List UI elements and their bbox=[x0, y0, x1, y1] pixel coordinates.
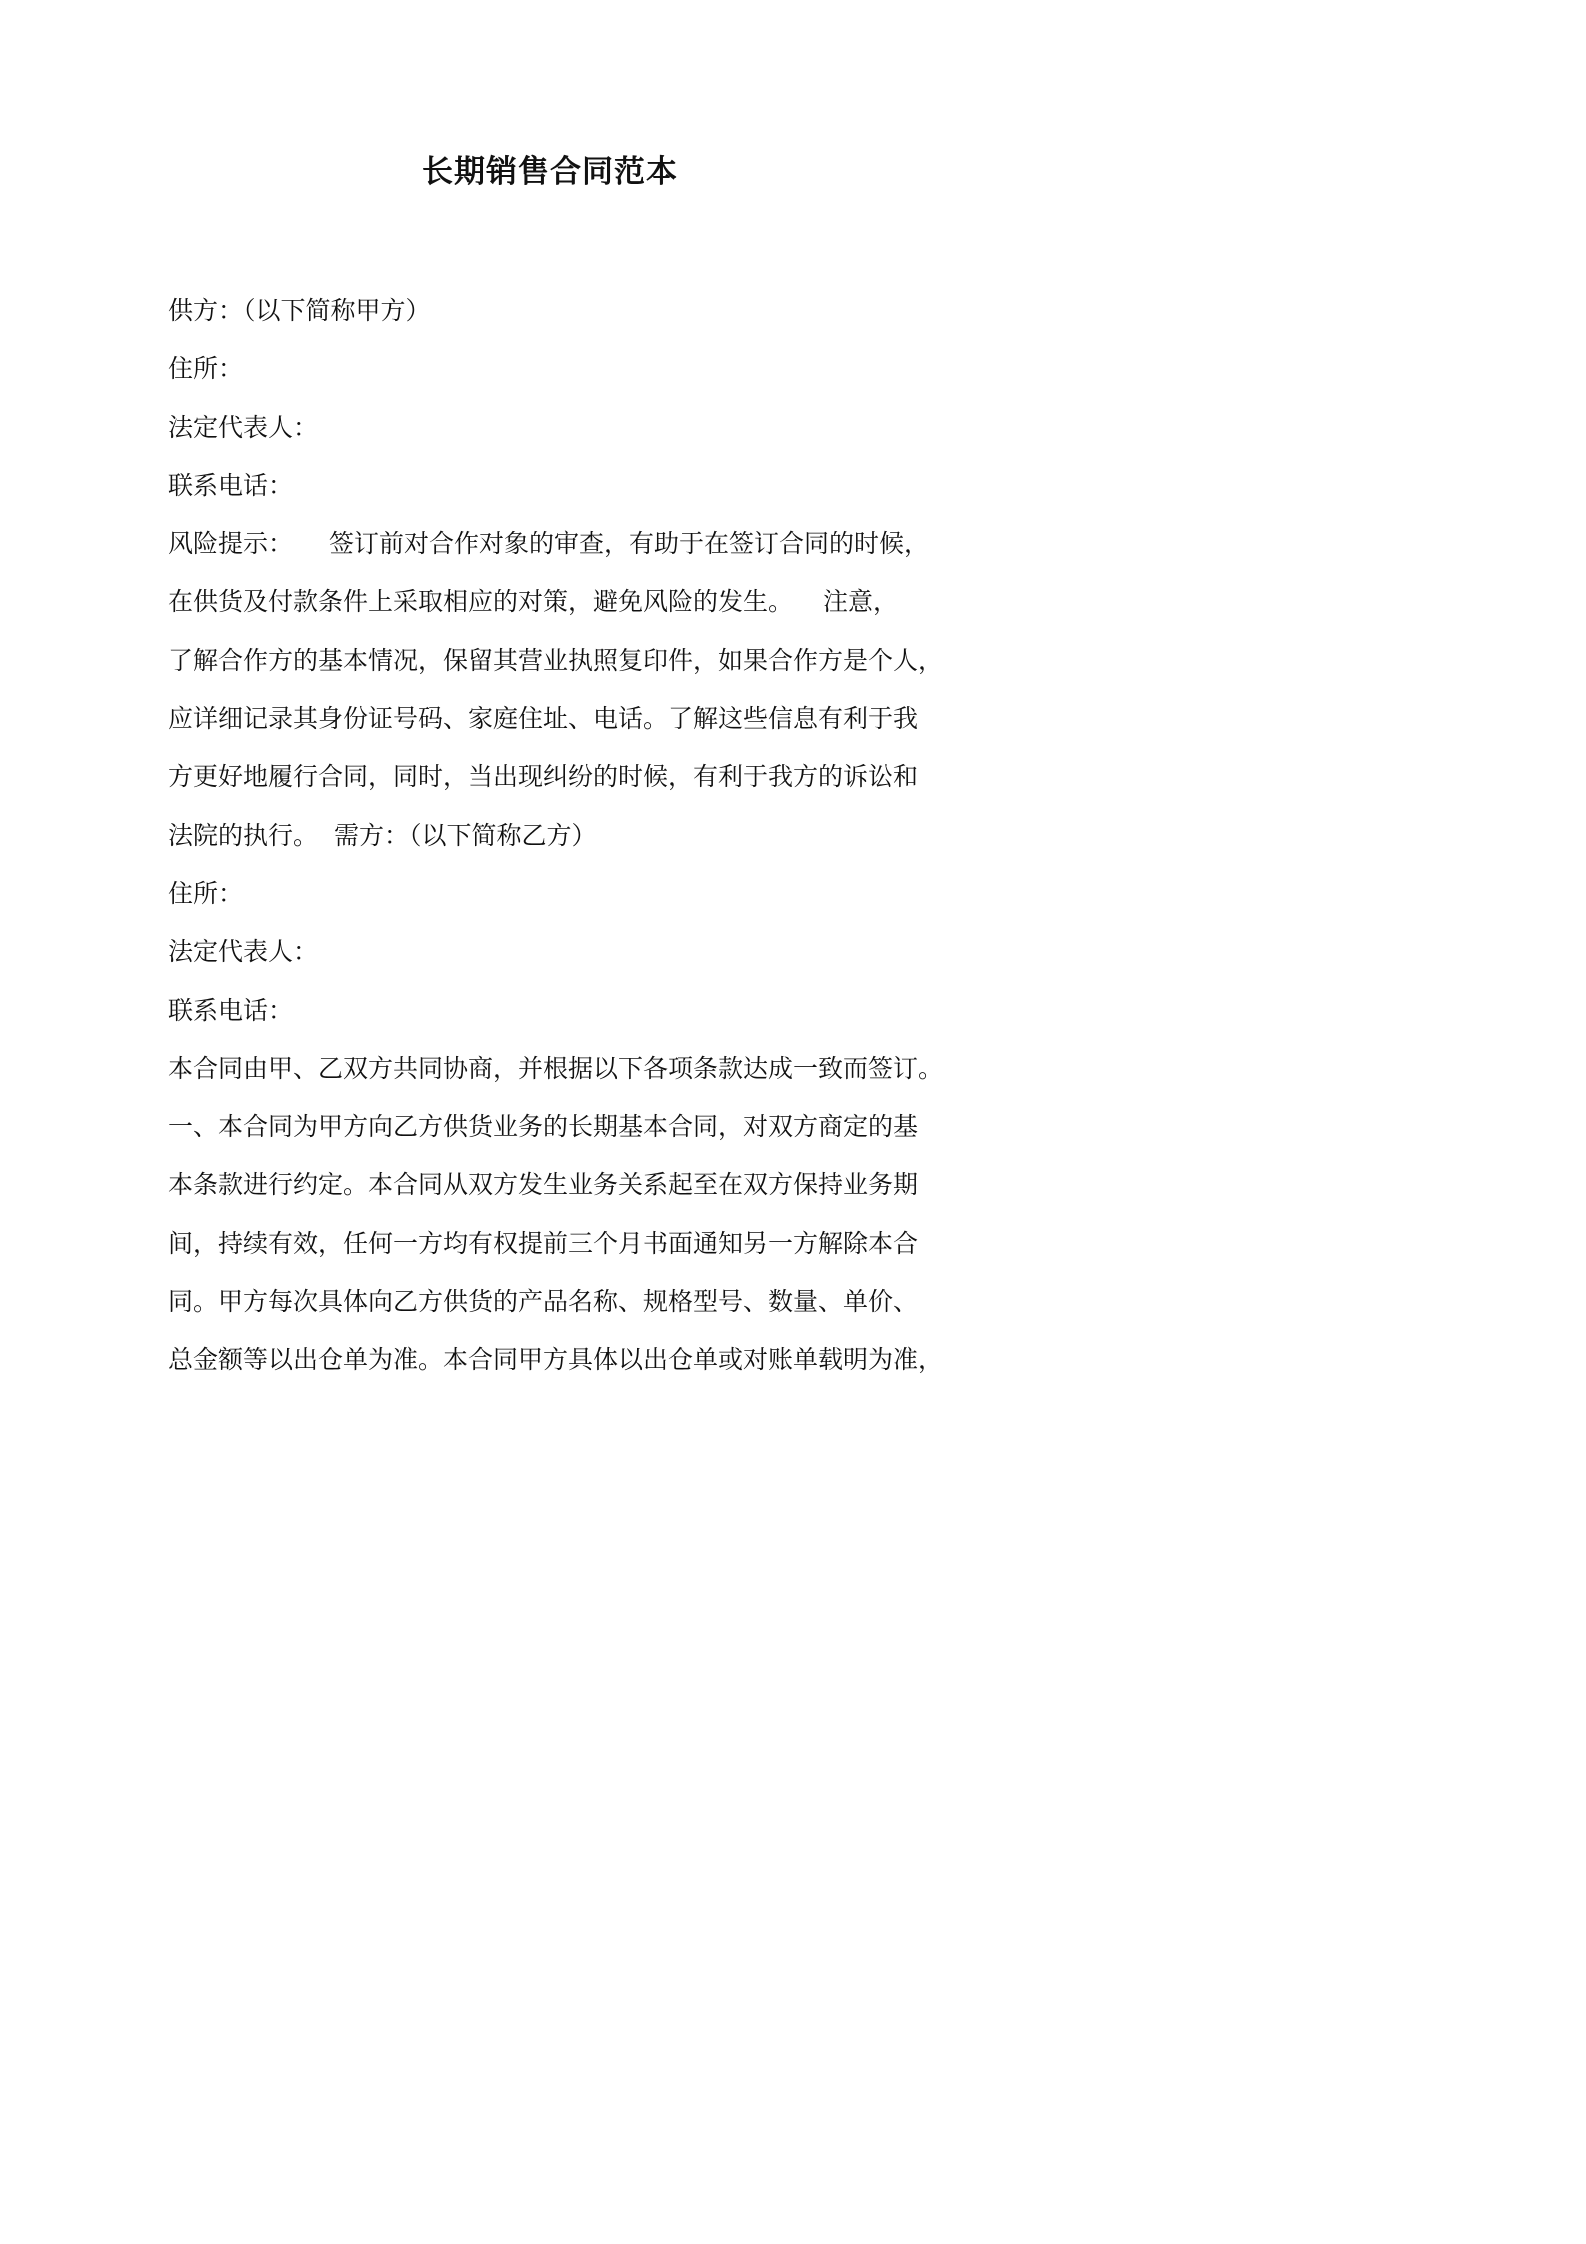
clause1-line-3: 间，持续有效，任何一方均有权提前三个月书面通知另一方解除本合 bbox=[168, 1228, 919, 1258]
supplier-phone-line: 联系电话： bbox=[168, 470, 294, 500]
risk-line-6 bbox=[168, 807, 958, 865]
risk-line-2 bbox=[168, 573, 958, 631]
buyer-label: 需方：（以下简称乙方） bbox=[334, 820, 597, 850]
risk-text-2: 在供货及付款条件上采取相应的对策，避免风险的发生。 bbox=[168, 587, 794, 617]
supplier-address-line: 住所： bbox=[168, 354, 244, 384]
supplier-legal-rep-line: 法定代表人： bbox=[168, 412, 319, 442]
risk-text-6: 法院的执行。 bbox=[168, 820, 319, 850]
clause1-line-4: 同。甲方每次具体向乙方供货的产品名称、规格型号、数量、单价、 bbox=[168, 1287, 919, 1317]
document-body bbox=[168, 282, 958, 1390]
risk-line-5: 方更好地履行合同，同时，当出现纠纷的时候，有利于我方的诉讼和 bbox=[168, 762, 919, 792]
document-page bbox=[0, 0, 1100, 1556]
risk-line-4: 应详细记录其身份证号码、家庭住址、电话。了解这些信息有利于我 bbox=[168, 704, 919, 734]
document-title: 长期销售合同范本 bbox=[422, 154, 678, 190]
risk-line-3: 了解合作方的基本情况，保留其营业执照复印件，如果合作方是个人， bbox=[168, 645, 944, 675]
supplier-line: 供方：（以下简称甲方） bbox=[168, 296, 431, 325]
buyer-legal-rep-line: 法定代表人： bbox=[168, 937, 319, 967]
buyer-address-line: 住所： bbox=[168, 878, 244, 908]
clause1-line-5: 总金额等以出仓单为准。本合同甲方具体以出仓单或对账单载明为准， bbox=[168, 1345, 944, 1375]
buyer-phone-line: 联系电话： bbox=[168, 995, 294, 1025]
risk-label: 风险提示： bbox=[168, 529, 294, 559]
risk-line-1 bbox=[168, 515, 958, 573]
clause1-line-2: 本条款进行约定。本合同从双方发生业务关系起至在双方保持业务期 bbox=[168, 1170, 919, 1200]
risk-note: 注意， bbox=[823, 587, 899, 617]
clause1-line-1: 一、本合同为甲方向乙方供货业务的长期基本合同，对双方商定的基 bbox=[168, 1112, 919, 1142]
risk-text-1: 签订前对合作对象的审查，有助于在签订合同的时候， bbox=[329, 529, 930, 559]
intro-line: 本合同由甲、乙双方共同协商，并根据以下各项条款达成一致而签订。 bbox=[168, 1053, 944, 1083]
